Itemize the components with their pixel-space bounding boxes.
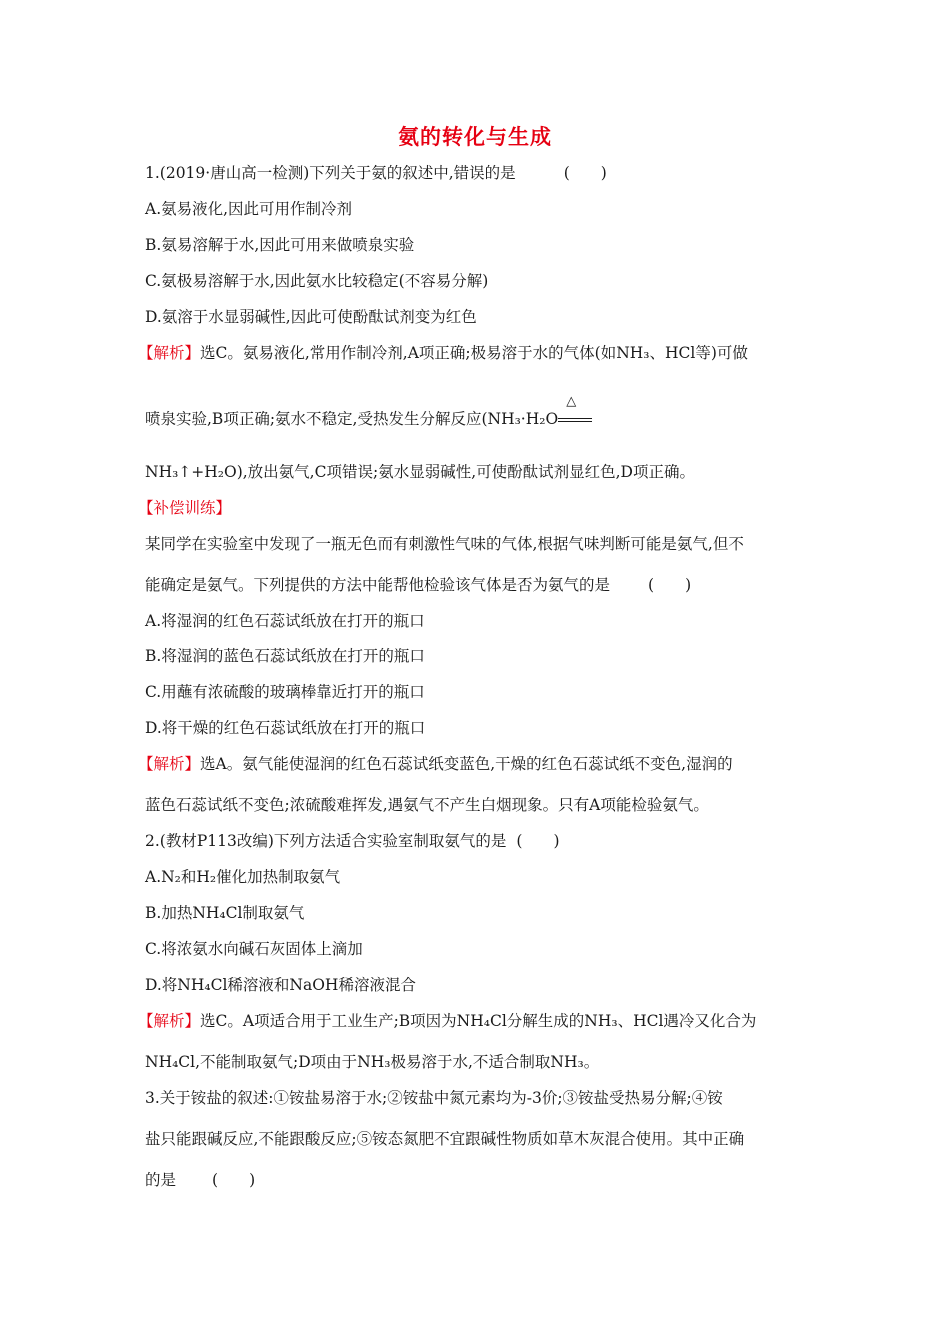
analysis-tag: 【解析】 bbox=[138, 344, 201, 362]
q2-option-b: B.加热NH₄Cl制取氨气 bbox=[145, 904, 305, 922]
q1-analysis-line1 bbox=[138, 343, 748, 363]
supp-analysis-line1 bbox=[138, 754, 733, 774]
q1-analysis-line2 bbox=[145, 394, 592, 429]
q3-stem-line2: 盐只能跟碱反应,不能跟酸反应;⑤铵态氮肥不宜跟碱性物质如草木灰混合使用。其中正确 bbox=[145, 1130, 745, 1148]
q1-stem: 1.(2019·唐山高一检测)下列关于氨的叙述中,错误的是 bbox=[145, 164, 516, 182]
q1-answer-paren: ( ) bbox=[563, 164, 607, 182]
q3-stem-line3 bbox=[145, 1170, 255, 1190]
supp-stem-line1: 某同学在实验室中发现了一瓶无色而有刺激性气味的气体,根据气味判断可能是氨气,但不 bbox=[145, 535, 744, 553]
q1-option-c: C.氨极易溶解于水,因此氨水比较稳定(不容易分解) bbox=[145, 272, 489, 290]
q3-answer-paren: ( ) bbox=[212, 1171, 256, 1189]
q1-analysis-text1: 选C。氨易液化,常用作制冷剂,A项正确;极易溶于水的气体(如NH₃、HCl等)可做 bbox=[200, 344, 748, 362]
page-title: 氨的转化与生成 bbox=[398, 125, 552, 149]
q1-option-b: B.氨易溶解于水,因此可用来做喷泉实验 bbox=[145, 236, 415, 254]
q2-analysis-line2: NH₄Cl,不能制取氨气;D项由于NH₃极易溶于水,不适合制取NH₃。 bbox=[145, 1053, 600, 1071]
q1-option-d: D.氨溶于水显弱碱性,因此可使酚酞试剂变为红色 bbox=[145, 308, 477, 326]
analysis-tag: 【解析】 bbox=[138, 1012, 201, 1030]
supp-analysis-line2: 蓝色石蕊试纸不变色;浓硫酸难挥发,遇氨气不产生白烟现象。只有A项能检验氨气。 bbox=[145, 796, 709, 814]
supp-stem-text2: 能确定是氨气。下列提供的方法中能帮他检验该气体是否为氨气的是 bbox=[145, 576, 611, 594]
q1-analysis-line3: NH₃↑+H₂O),放出氨气,C项错误;氨水显弱碱性,可使酚酞试剂显红色,D项正确。 bbox=[145, 463, 695, 481]
q2-analysis-text1: 选C。A项适合用于工业生产;B项因为NH₄Cl分解生成的NH₃、HCl遇冷又化合为 bbox=[200, 1012, 757, 1030]
q2-option-c: C.将浓氨水向碱石灰固体上滴加 bbox=[145, 940, 363, 958]
supplement-tag: 【补偿训练】 bbox=[138, 499, 232, 517]
q2-stem-line bbox=[145, 831, 560, 851]
analysis-tag: 【解析】 bbox=[138, 755, 201, 773]
q1-analysis-text2: 喷泉实验,B项正确;氨水不稳定,受热发生分解反应(NH₃·H₂O bbox=[145, 410, 559, 428]
supp-stem-line2 bbox=[145, 575, 691, 595]
supp-option-a: A.将湿润的红色石蕊试纸放在打开的瓶口 bbox=[145, 612, 425, 630]
q2-analysis-line1 bbox=[138, 1011, 756, 1031]
q1-stem-line bbox=[145, 163, 607, 183]
supp-analysis-text1: 选A。氨气能使湿润的红色石蕊试纸变蓝色,干燥的红色石蕊试纸不变色,湿润的 bbox=[200, 755, 733, 773]
supp-option-b: B.将湿润的蓝色石蕊试纸放在打开的瓶口 bbox=[145, 647, 425, 665]
q2-stem: 2.(教材P113改编)下列方法适合实验室制取氨气的是 bbox=[145, 832, 507, 850]
q2-answer-paren: ( ) bbox=[516, 832, 560, 850]
heat-equilibrium-sign: △ bbox=[558, 409, 592, 429]
supp-option-c: C.用蘸有浓硫酸的玻璃棒靠近打开的瓶口 bbox=[145, 683, 425, 701]
supp-answer-paren: ( ) bbox=[648, 576, 692, 594]
q2-option-d: D.将NH₄Cl稀溶液和NaOH稀溶液混合 bbox=[145, 976, 416, 994]
q1-option-a: A.氨易液化,因此可用作制冷剂 bbox=[145, 200, 353, 218]
q3-stem-line1: 3.关于铵盐的叙述:①铵盐易溶于水;②铵盐中氮元素均为-3价;③铵盐受热易分解;④铵 bbox=[145, 1089, 723, 1107]
q3-stem-text3: 的是 bbox=[145, 1171, 177, 1189]
q2-option-a: A.N₂和H₂催化加热制取氨气 bbox=[145, 868, 341, 886]
supp-option-d: D.将干燥的红色石蕊试纸放在打开的瓶口 bbox=[145, 719, 426, 737]
